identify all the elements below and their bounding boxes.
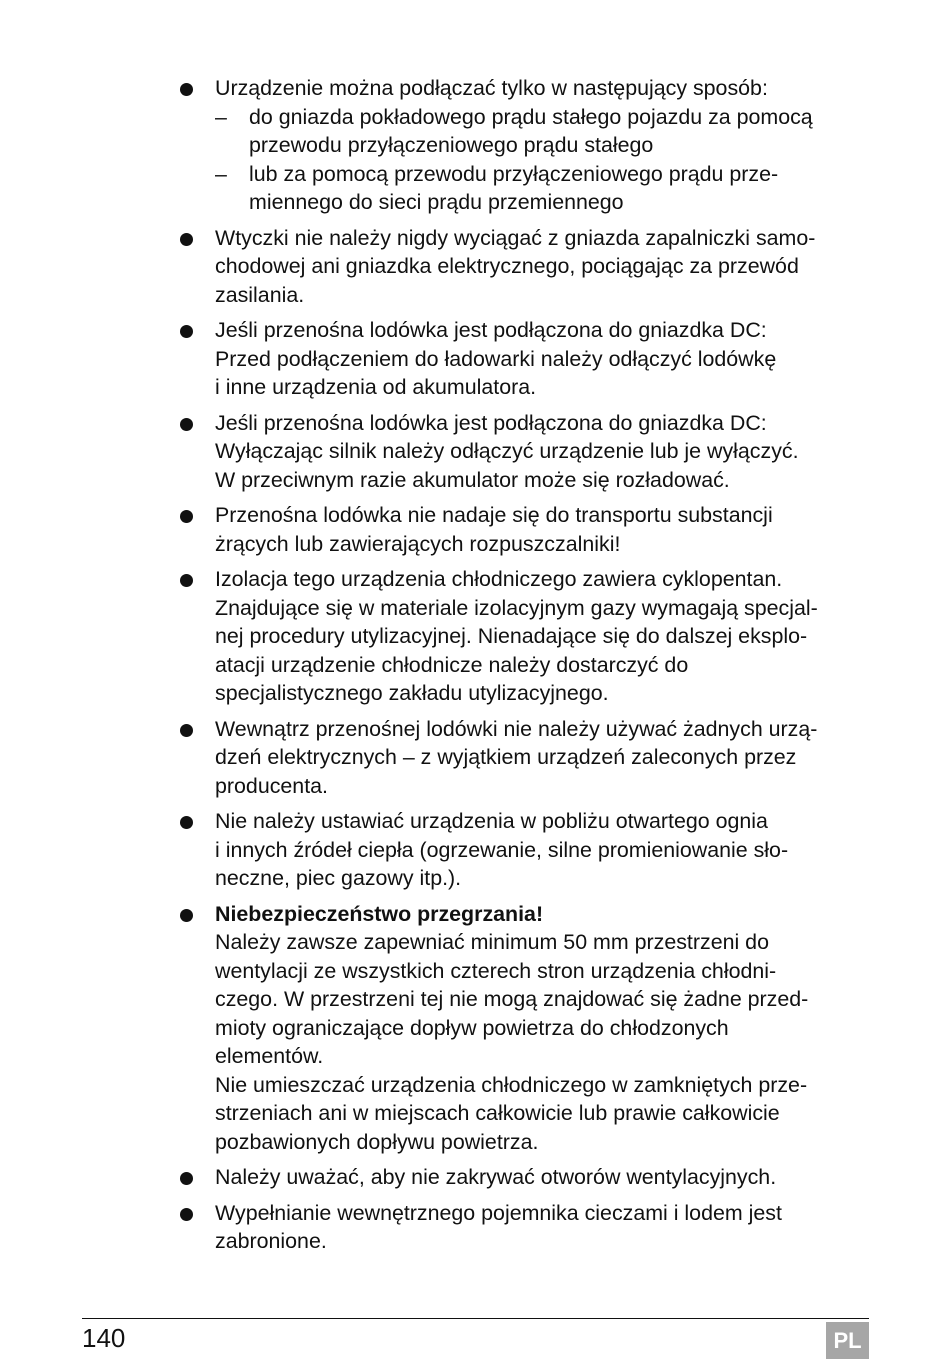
item-text-line: W przeciwnym razie akumulator może się rozładować. bbox=[215, 467, 730, 492]
item-text-line: Wypełnianie wewnętrznego pojemnika cieczami i lodem jest bbox=[215, 1200, 782, 1225]
language-badge: PL bbox=[826, 1322, 869, 1359]
item-text-line: Znajdujące się w materiale izolacyjnym gazy wymagają specjal- bbox=[215, 595, 818, 620]
bullet-dot-icon bbox=[180, 233, 193, 246]
item-text-line: Nie umieszczać urządzenia chłodniczego w zamkniętych prze- bbox=[215, 1072, 808, 1097]
item-text-line: Izolacja tego urządzenia chłodniczego zawiera cyklopentan. bbox=[215, 567, 783, 591]
item-text-line: neczne, piec gazowy itp.). bbox=[215, 866, 462, 890]
bullet-dot-icon bbox=[180, 83, 193, 96]
bullet-item bbox=[180, 900, 872, 1157]
dash-marker: – bbox=[215, 104, 227, 129]
safety-instructions-list bbox=[180, 74, 872, 1263]
item-text-line: Wtyczki nie należy nigdy wyciągać z gniazda zapalniczki samo- bbox=[215, 225, 816, 250]
bullet-dot-icon bbox=[180, 418, 193, 431]
item-text-line: elementów. bbox=[215, 1044, 324, 1068]
item-text-line: Nie należy ustawiać urządzenia w pobliżu otwartego ognia bbox=[215, 809, 768, 833]
item-text-line: Wewnątrz przenośnej lodówki nie należy używać żadnych urzą- bbox=[215, 716, 818, 741]
sub-item bbox=[215, 160, 872, 217]
bullet-item bbox=[180, 1199, 872, 1256]
dash-marker: – bbox=[215, 161, 227, 186]
sub-item-text-line: miennego do sieci prądu przemiennego bbox=[249, 190, 624, 214]
item-text-line: strzeniach ani w miejscach całkowicie lub prawie całkowicie bbox=[215, 1101, 780, 1125]
footer-divider bbox=[82, 1318, 869, 1319]
item-text-line: Jeśli przenośna lodówka jest podłączona do gniazdka DC: bbox=[215, 410, 767, 435]
bullet-item bbox=[180, 316, 872, 402]
item-text-line: chodowej ani gniazdka elektrycznego, pociągając za przewód bbox=[215, 254, 799, 278]
bullet-dot-icon bbox=[180, 1208, 193, 1221]
item-text-line: specjalistycznego zakładu utylizacyjnego. bbox=[215, 681, 609, 705]
item-text-line: atacji urządzenie chłodnicze należy dostarczyć do bbox=[215, 652, 689, 677]
page-number: 140 bbox=[82, 1323, 126, 1353]
bullet-dot-icon bbox=[180, 325, 193, 338]
bullet-item bbox=[180, 807, 872, 893]
item-text-line: czego. W przestrzeni tej nie mogą znajdować się żadne przed- bbox=[215, 987, 809, 1011]
item-text-line: Należy uważać, aby nie zakrywać otworów wentylacyjnych. bbox=[215, 1165, 777, 1189]
item-text-line: dzeń elektrycznych – z wyjątkiem urządzeń zaleconych przez bbox=[215, 745, 797, 769]
item-text-line: pozbawionych dopływu powietrza. bbox=[215, 1129, 539, 1154]
bullet-dot-icon bbox=[180, 816, 193, 829]
item-text-line: i innych źródeł ciepła (ogrzewanie, silne promieniowanie sło- bbox=[215, 837, 789, 862]
bullet-dot-icon bbox=[180, 1172, 193, 1185]
item-text-line: Jeśli przenośna lodówka jest podłączona do gniazdka DC: bbox=[215, 318, 767, 342]
sub-item bbox=[215, 103, 872, 160]
item-text-line: Należy zawsze zapewniać minimum 50 mm przestrzeni do bbox=[215, 930, 769, 954]
item-text-line: zasilania. bbox=[215, 282, 305, 307]
item-text-line: wentylacji ze wszystkich czterech stron urządzenia chłodni- bbox=[215, 958, 777, 983]
item-text-line: nej procedury utylizacyjnej. Nienadające się do dalszej eksplo- bbox=[215, 624, 808, 648]
item-text-line: producenta. bbox=[215, 773, 328, 798]
bullet-item bbox=[180, 409, 872, 495]
bullet-item bbox=[180, 715, 872, 801]
item-text-line: Przed podłączeniem do ładowarki należy odłączyć lodówkę bbox=[215, 346, 777, 371]
bullet-item bbox=[180, 565, 872, 708]
bullet-dot-icon bbox=[180, 574, 193, 587]
item-text-line: żrących lub zawierających rozpuszczalniki! bbox=[215, 531, 621, 556]
bullet-dot-icon bbox=[180, 909, 193, 922]
item-text-line: Przenośna lodówka nie nadaje się do transportu substancji bbox=[215, 503, 773, 527]
bullet-dot-icon bbox=[180, 724, 193, 737]
sub-item-text-line: do gniazda pokładowego prądu stałego pojazdu za pomocą bbox=[249, 104, 813, 129]
item-text-line: mioty ograniczające dopływ powietrza do chłodzonych bbox=[215, 1015, 729, 1040]
bullet-item bbox=[180, 74, 872, 217]
bullet-item bbox=[180, 1163, 872, 1192]
item-text-line: i inne urządzenia od akumulatora. bbox=[215, 375, 537, 399]
item-text-line: Wyłączając silnik należy odłączyć urządzenie lub je wyłączyć. bbox=[215, 439, 799, 463]
item-text-line: Urządzenie można podłączać tylko w następujący sposób: bbox=[215, 76, 768, 100]
bullet-dot-icon bbox=[180, 510, 193, 523]
warning-heading: Niebezpieczeństwo przegrzania! bbox=[215, 901, 544, 926]
bullet-item bbox=[180, 224, 872, 310]
sub-item-text-line: przewodu przyłączeniowego prądu stałego bbox=[249, 133, 654, 157]
bullet-item bbox=[180, 501, 872, 558]
item-text-line: zabronione. bbox=[215, 1229, 327, 1253]
sub-item-text-line: lub za pomocą przewodu przyłączeniowego prądu prze- bbox=[249, 161, 779, 186]
